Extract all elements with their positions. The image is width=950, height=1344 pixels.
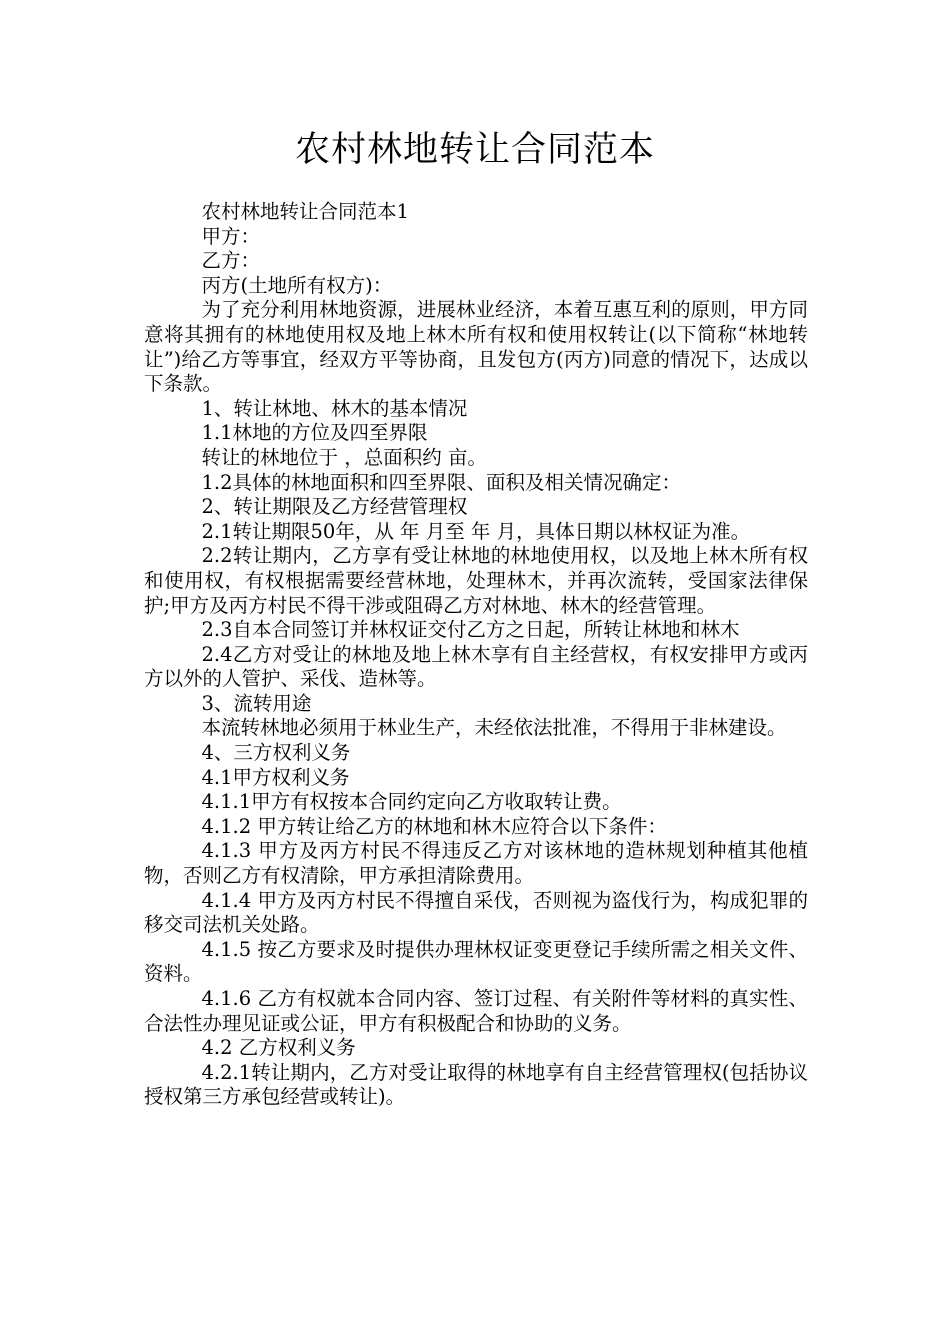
clause-4-1-6: 4.1.6 乙方有权就本合同内容、签订过程、有关附件等材料的真实性、合法性办理见证或公证，甲方有积极配合和协助的义务。 — [144, 987, 808, 1035]
section-4-heading: 4、三方权利义务 — [201, 741, 351, 765]
clause-4-2-1: 4.2.1转让期内，乙方对受让取得的林地享有自主经营管理权(包括协议授权第三方承包经营或转让)。 — [144, 1060, 808, 1109]
clause-2-3: 2.3自本合同签订并林权证交付乙方之日起，所转让林地和林木 — [201, 618, 740, 642]
section-3-heading: 3、流转用途 — [201, 691, 312, 715]
clause-2-2: 2.2转让期内，乙方享有受让林地的林地使用权，以及地上林木所有权和使用权，有权根据需要经营林地，处理林木，并再次流转，受国家法律保护;甲方及丙方村民不得干涉或阻碍乙方对林地、林木的经营管理。 — [144, 544, 808, 617]
party-a-line: 甲方： — [201, 224, 261, 248]
section-2-heading: 2、转让期限及乙方经营管理权 — [201, 495, 468, 519]
clause-2-1: 2.1转让期限50年，从 年 月至 年 月，具体日期以林权证为准。 — [201, 519, 751, 543]
clause-1-1-text: 转让的林地位于 ，总面积约 亩。 — [201, 445, 487, 469]
party-b-line: 乙方： — [201, 249, 261, 273]
paragraph-heading-1: 农村林地转让合同范本1 — [201, 200, 409, 223]
clause-1-1: 1.1林地的方位及四至界限 — [201, 421, 428, 445]
section-1-heading: 1、转让林地、林木的基本情况 — [201, 396, 468, 420]
section-3-text: 本流转林地必须用于林业生产，未经依法批准，不得用于非林建设。 — [201, 716, 787, 740]
clause-4-1: 4.1甲方权利义务 — [201, 765, 350, 789]
clause-4-1-3: 4.1.3 甲方及丙方村民不得违反乙方对该林地的造林规划种植其他植物，否则乙方有权清除，甲方承担清除费用。 — [144, 839, 808, 888]
clause-4-2: 4.2 乙方权利义务 — [201, 1036, 356, 1060]
preamble-paragraph: 为了充分利用林地资源，进展林业经济，本着互惠互利的原则，甲方同意将其拥有的林地使用权及地上林木所有权和使用权转让(以下简称“林地转让”)给乙方等事宜，经双方平等协商，且发包方(丙方)同意的情况下，达成以下条款。 — [144, 298, 808, 396]
clause-4-1-4: 4.1.4 甲方及丙方村民不得擅自采伐，否则视为盗伐行为，构成犯罪的移交司法机关处路。 — [144, 888, 808, 937]
document-title: 农村林地转让合同范本 — [294, 130, 655, 170]
clause-1-2: 1.2具体的林地面积和四至界限、面积及相关情况确定： — [201, 470, 682, 494]
party-c-line: 丙方(土地所有权方)： — [201, 273, 393, 297]
clause-4-1-1: 4.1.1甲方有权按本合同约定向乙方收取转让费。 — [201, 790, 622, 814]
clause-2-4: 2.4乙方对受让的林地及地上林木享有自主经营权，有权安排甲方或丙方以外的人管护、采伐、造林等。 — [144, 642, 808, 691]
clause-4-1-2: 4.1.2 甲方转让给乙方的林地和林木应符合以下条件： — [201, 814, 667, 838]
document-body — [144, 200, 808, 1110]
clause-4-1-5: 4.1.5 按乙方要求及时提供办理林权证变更登记手续所需之相关文件、资料。 — [144, 937, 808, 986]
